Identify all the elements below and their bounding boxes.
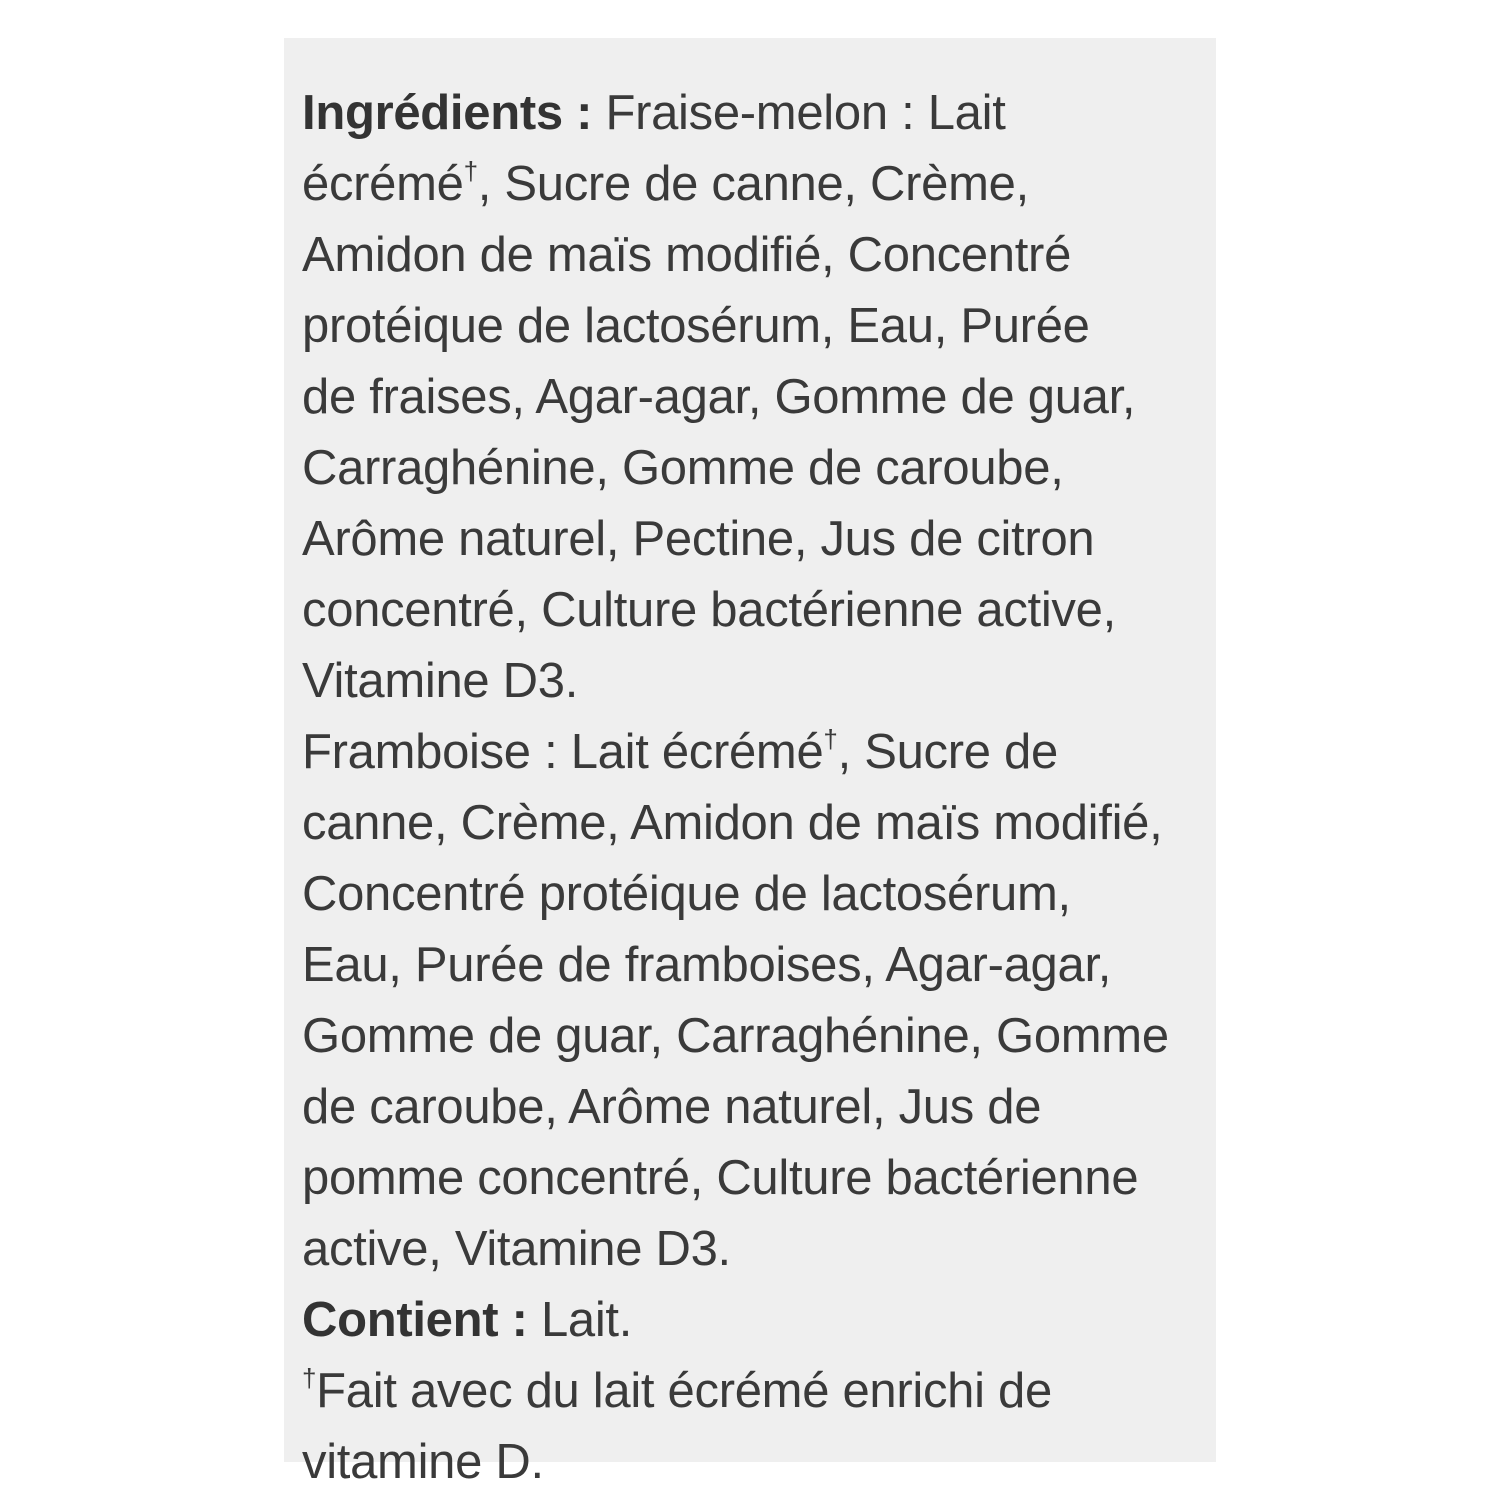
framboise-line-6: de caroube, Arôme naturel, Jus de bbox=[302, 1080, 1042, 1134]
ingredients-text: Fraise-melon : Lait bbox=[605, 86, 1006, 140]
ingredients-line-4: protéique de lactosérum, Eau, Purée bbox=[302, 299, 1090, 353]
ingredients-text: écrémé bbox=[302, 157, 464, 211]
framboise-line-1 bbox=[302, 717, 1216, 788]
dagger-mark: † bbox=[302, 1363, 317, 1393]
contains-value: Lait. bbox=[540, 1293, 633, 1347]
dagger-mark: † bbox=[823, 724, 838, 754]
ingredients-line-5: de fraises, Agar-agar, Gomme de guar, bbox=[302, 370, 1136, 424]
ingredient-label-panel bbox=[284, 38, 1216, 1489]
ingredients-line-8: concentré, Culture bactérienne active, bbox=[302, 583, 1116, 637]
contains-line bbox=[302, 1285, 1216, 1356]
framboise-text: Framboise : Lait écrémé bbox=[302, 725, 824, 779]
footnote-line-2: vitamine D. bbox=[302, 1435, 544, 1489]
framboise-line-8: active, Vitamine D3. bbox=[302, 1222, 731, 1276]
framboise-line-7: pomme concentré, Culture bactérienne bbox=[302, 1151, 1139, 1205]
framboise-text: , Sucre de bbox=[837, 725, 1058, 779]
framboise-line-4: Eau, Purée de framboises, Agar-agar, bbox=[302, 938, 1112, 992]
framboise-line-5: Gomme de guar, Carraghénine, Gomme bbox=[302, 1009, 1169, 1063]
ingredients-text: , Sucre de canne, Crème, bbox=[477, 157, 1029, 211]
ingredient-label-text bbox=[302, 78, 1216, 1498]
ingredients-line-2 bbox=[302, 149, 1216, 220]
ingredients-line-3: Amidon de maïs modifié, Concentré bbox=[302, 228, 1072, 282]
ingredients-line-9: Vitamine D3. bbox=[302, 654, 579, 708]
footnote-line-1 bbox=[302, 1356, 1216, 1427]
ingredients-line-1 bbox=[302, 78, 1216, 149]
footnote-text: Fait avec du lait écrémé enrichi de bbox=[316, 1364, 1052, 1418]
dagger-mark: † bbox=[463, 156, 478, 186]
ingredients-heading: Ingrédients bbox=[302, 86, 563, 140]
framboise-line-3: Concentré protéique de lactosérum, bbox=[302, 867, 1071, 921]
contains-colon: : bbox=[498, 1293, 541, 1347]
ingredients-line-7: Arôme naturel, Pectine, Jus de citron bbox=[302, 512, 1095, 566]
framboise-line-2: canne, Crème, Amidon de maïs modifié, bbox=[302, 796, 1163, 850]
ingredients-line-6: Carraghénine, Gomme de caroube, bbox=[302, 441, 1064, 495]
contains-heading: Contient bbox=[302, 1293, 499, 1347]
ingredients-colon: : bbox=[562, 86, 606, 140]
